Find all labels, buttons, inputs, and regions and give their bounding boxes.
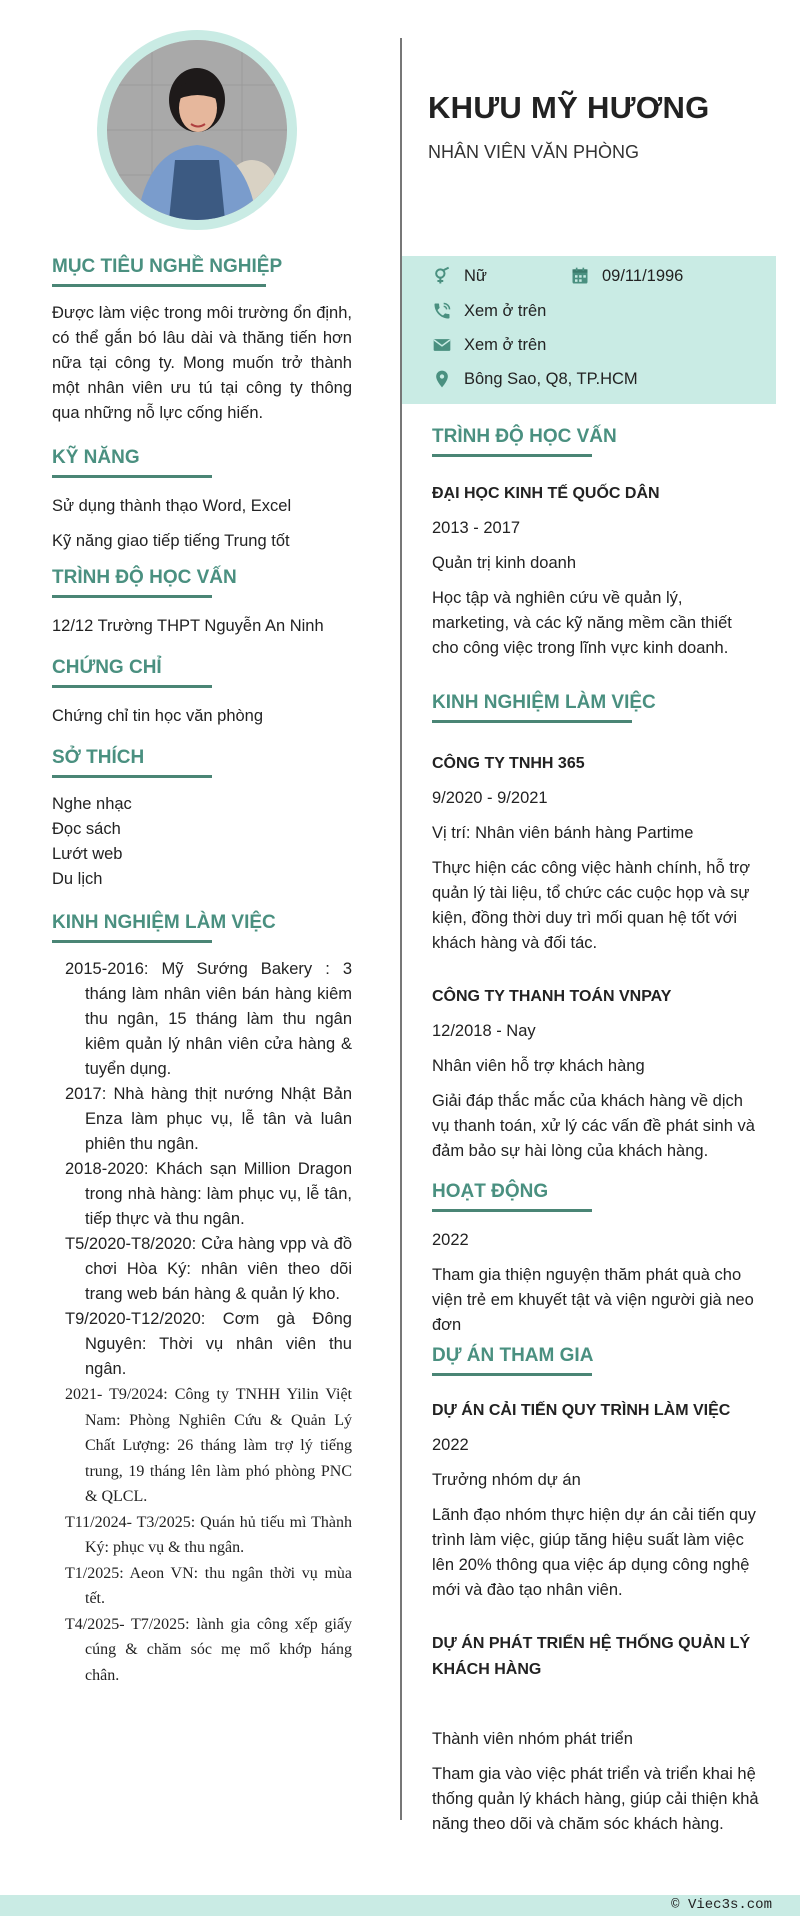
job-desc: Giải đáp thắc mắc của khách hàng về dịch vụ thanh toán, xử lý các vấn đề phát sinh và đảm bảo sự hài lòng của khách hàng. [432, 1092, 755, 1160]
project-role: Trưởng nhóm dự án [432, 1471, 581, 1489]
skills-title: KỸ NĂNG [52, 447, 212, 478]
left-education-section [52, 567, 352, 639]
job-desc: Thực hiện các công việc hành chính, hỗ trợ quản lý tài liệu, tổ chức các cuộc họp và sự kiện, đồng thời duy trì mối quan hệ tốt với khách hàng và đối tác. [432, 859, 751, 952]
certificate-text: Chứng chỉ tin học văn phòng [52, 707, 264, 725]
projects-title: DỰ ÁN THAM GIA [432, 1345, 592, 1376]
job-company: CÔNG TY THANH TOÁN VNPAY [432, 988, 672, 1005]
experience-item: T1/2025: Aeon VN: thu ngân thời vụ mùa tết. [65, 1564, 352, 1607]
job-position: Nhân viên hỗ trợ khách hàng [432, 1057, 645, 1075]
footer-credit: © Viec3s.com [671, 1897, 772, 1913]
phone-value: Xem ở trên [464, 301, 547, 320]
experience-item: 2015-2016: Mỹ Sướng Bakery : 3 tháng làm nhân viên bán hàng kiêm thu ngân, 15 tháng làm thu ngân kiêm quản lý nhân viên cửa hàng & tuyển dụng. [65, 960, 352, 1078]
candidate-role: NHÂN VIÊN VĂN PHÒNG [428, 142, 640, 162]
phone-icon [432, 301, 452, 321]
experience-item: T11/2024- T3/2025: Quán hủ tiếu mì Thành Ký: phục vụ & thu ngân. [65, 1513, 352, 1556]
education-period: 2013 - 2017 [432, 519, 521, 537]
left-education-title: TRÌNH ĐỘ HỌC VẤN [52, 567, 212, 598]
job-position: Vị trí: Nhân viên bánh hàng Partime [432, 824, 694, 842]
experience-item: 2018-2020: Khách sạn Million Dragon trong nhà hàng: làm phục vụ, lễ tân, tiếp thực và thu ngân. [65, 1160, 352, 1228]
activity-desc: Tham gia thiện nguyện thăm phát quà cho viện trẻ em khuyết tật và viện người già neo đơn [432, 1266, 754, 1334]
right-experience-title: KINH NGHIỆM LÀM VIỆC [432, 692, 632, 723]
avatar-photo [107, 40, 287, 220]
hobby-item: Nghe nhạc [52, 795, 132, 813]
hobbies-title: SỞ THÍCH [52, 747, 212, 778]
experience-item: T5/2020-T8/2020: Cửa hàng vpp và đồ chơi Hòa Ký: nhân viên theo dõi trang web bán hàng & quản lý kho. [65, 1235, 352, 1303]
job-period: 9/2020 - 9/2021 [432, 789, 548, 807]
left-education-text: 12/12 Trường THPT Nguyễn An Ninh [52, 617, 324, 635]
project-year: 2022 [432, 1436, 469, 1454]
experience-item: T9/2020-T12/2020: Cơm gà Đông Nguyên: Thời vụ nhân viên thu ngân. [65, 1310, 352, 1378]
activities-title: HOẠT ĐỘNG [432, 1181, 592, 1212]
gender-icon [432, 266, 452, 286]
skill-item: Sử dụng thành thạo Word, Excel [52, 497, 292, 515]
hobby-item: Lướt web [52, 845, 123, 863]
experience-item: 2017: Nhà hàng thịt nướng Nhật Bản Enza làm phục vụ, lễ tân và luân phiên thu ngân. [65, 1085, 352, 1153]
footer-bar [0, 1895, 800, 1916]
project-desc: Tham gia vào việc phát triển và triển khai hệ thống quản lý khách hàng, giúp cải thiện khả năng theo dõi và chăm sóc khách hàng. [432, 1765, 759, 1833]
birthday-value: 09/11/1996 [602, 266, 684, 285]
email-icon [432, 335, 452, 355]
avatar [107, 40, 287, 220]
experience-item: 2021- T9/2024: Công ty TNHH Yilin Việt Nam: Phòng Nghiên Cứu & Quản Lý Chất Lượng: 26 tháng làm trợ lý tiếng trung, 19 tháng lên làm phó phòng PNC & QLCL. [65, 1386, 352, 1505]
hobbies-section [52, 747, 352, 892]
contact-birthday [570, 266, 683, 286]
activity-year: 2022 [432, 1231, 469, 1249]
project-desc: Lãnh đạo nhóm thực hiện dự án cải tiến quy trình làm việc, giúp tăng hiệu suất làm việc lên 20% thông qua việc áp dụng công nghệ mới và đào tạo nhân viên. [432, 1506, 756, 1599]
email-value: Xem ở trên [464, 335, 547, 354]
skill-item: Kỹ năng giao tiếp tiếng Trung tốt [52, 532, 290, 550]
left-experience-title: KINH NGHIỆM LÀM VIỆC [52, 912, 212, 943]
contact-panel [402, 256, 776, 404]
project-name: DỰ ÁN PHÁT TRIỂN HỆ THỐNG QUẢN LÝ KHÁCH HÀNG [432, 1635, 751, 1678]
hobby-item: Đọc sách [52, 820, 121, 838]
projects-section [432, 1345, 762, 1837]
activities-section [432, 1181, 762, 1338]
gender-value: Nữ [464, 266, 487, 285]
calendar-icon [570, 266, 590, 286]
right-education-title: TRÌNH ĐỘ HỌC VẤN [432, 426, 592, 457]
right-education-section [432, 426, 762, 661]
contact-gender [432, 266, 487, 286]
education-major: Quản trị kinh doanh [432, 554, 577, 572]
address-value: Bông Sao, Q8, TP.HCM [464, 369, 638, 388]
objective-section [52, 256, 352, 426]
job-period: 12/2018 - Nay [432, 1022, 536, 1040]
education-desc: Học tập và nghiên cứu về quản lý, marketing, và các kỹ năng mềm cần thiết cho công việc trong lĩnh vực kinh doanh. [432, 589, 732, 657]
right-experience-section [432, 692, 762, 1164]
school-name: ĐẠI HỌC KINH TẾ QUỐC DÂN [432, 485, 660, 502]
contact-phone [432, 301, 546, 321]
job-company: CÔNG TY TNHH 365 [432, 755, 585, 772]
experience-item: T4/2025- T7/2025: lành gia công xếp giấy cúng & chăm sóc mẹ mổ khớp háng chân. [65, 1615, 352, 1684]
avatar-frame [97, 30, 297, 230]
objective-text: Được làm việc trong môi trường ổn định, có thể gắn bó lâu dài và thăng tiến hơn nữa tại công ty. Mong muốn trở thành một nhân viên ưu tú tại công ty thông qua những nỗ lực cống hiến. [52, 304, 352, 422]
certificates-title: CHỨNG CHỈ [52, 657, 212, 688]
objective-title: MỤC TIÊU NGHỀ NGHIỆP [52, 256, 266, 287]
skills-section [52, 447, 352, 554]
certificates-section [52, 657, 352, 729]
contact-email [432, 335, 546, 355]
project-role: Thành viên nhóm phát triển [432, 1730, 633, 1748]
location-icon [432, 369, 452, 389]
project-name: DỰ ÁN CẢI TIẾN QUY TRÌNH LÀM VIỆC [432, 1402, 731, 1419]
candidate-name: KHƯU MỸ HƯƠNG [428, 90, 710, 125]
left-experience-section [52, 912, 352, 1688]
hobby-item: Du lịch [52, 870, 103, 888]
contact-address [432, 369, 638, 389]
